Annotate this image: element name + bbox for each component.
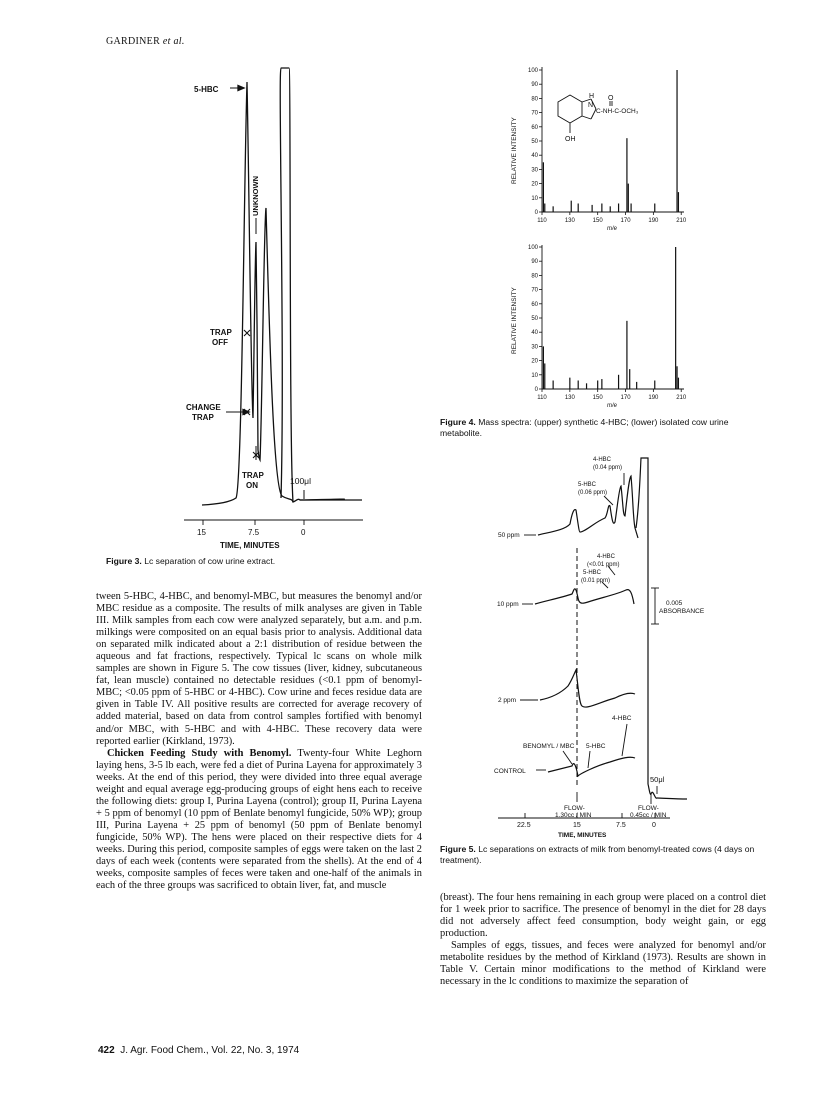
fig3-caption-label: Figure 3. [106,556,142,566]
journal-citation: J. Agr. Food Chem., Vol. 22, No. 3, 1974 [120,1045,300,1056]
fig3-trap-on-1: TRAP [242,471,264,480]
fig5-label-2ppm: 2 ppm [498,697,517,704]
fig5-label-ctrl-5hbc: 5-HBC [586,743,606,750]
fig3-change-trap-2: TRAP [192,413,214,422]
struct-h: H [589,93,595,100]
fig5-50-4hbc-1: 4-HBC [593,457,612,463]
fig5-label-benomyl: BENOMYL / MBC [523,743,575,750]
fig5-caption-label: Figure 5. [440,844,476,854]
fig4-xlabel-lower: m/e [607,403,618,409]
fig4-xtick-label: 170 [620,395,631,401]
fig4-xtick-label: 170 [620,218,631,224]
fig5-trace-control [548,757,635,776]
fig3-tick-2: 0 [301,528,306,537]
fig5-xlabel: TIME, MINUTES [558,832,607,839]
fig3-change-trap-1: CHANGE [186,403,221,412]
fig3-tick-1: 7.5 [248,528,260,537]
page-footer [98,1045,299,1056]
fig5-tick-3: 0 [652,822,656,829]
fig4-ytick-label: 30 [531,344,538,351]
fig5-trace-2ppm [540,670,635,707]
fig3-unknown-label: UNKNOWN [251,176,260,216]
fig5-10-4hbc-1: 4-HBC [597,554,616,560]
left-paragraph-2 [96,748,422,893]
fig3-5hbc-label: 5-HBC [194,85,219,94]
fig4-ytick-label: 40 [531,153,538,160]
fig5-abs-2: ABSORBANCE [659,608,705,615]
figure-5-caption [440,844,770,865]
fig4-ytick-label: 0 [534,210,538,216]
fig4-ytick-label: 80 [531,96,538,103]
struct-oh: OH [565,136,576,143]
fig4-ytick-label: 50 [531,139,538,145]
right-paragraph-2: Samples of eggs, tissues, and feces were analyzed for benomyl and/or metabolite residues by the method of Kirkland (1973). Results are shown in Table V. Certain minor modifications to the method of Kirkland were necessary in the lc conditions to maximize the separation of [440,940,766,988]
fig4-caption-text: Mass spectra: (upper) synthetic 4-HBC; (lower) isolated cow urine metabolite. [440,417,729,438]
fig4-ytick-label: 100 [527,245,538,251]
fig4-xtick-label: 130 [564,395,575,401]
fig4-ytick-label: 60 [531,301,538,308]
fig5-trace-10ppm [535,589,634,604]
fig4-xtick-label: 210 [676,218,687,224]
struct-n: N [588,102,594,109]
fig4-ytick-label: 100 [527,68,538,74]
page-number: 422 [98,1045,115,1056]
fig4-ytick-label: 10 [531,195,538,202]
struct-chain: C-NH-C-OCH₃ [596,108,639,115]
fig5-abs-1: 0.005 [666,600,683,607]
fig4-xtick-label: 190 [648,395,659,401]
right-paragraph-1: (breast). The four hens remaining in each group were placed on a control diet for 1 week prior to sacrifice. The presence of benomyl in the diet for 28 days did not adversely affect feed consumption, body weight gain, or egg production. [440,892,766,940]
fig5-tick-0: 22.5 [517,822,531,829]
fig4-xtick-label: 190 [648,218,659,224]
fig5-10-5hbc-1: 5-HBC [583,570,602,576]
fig3-trap-on-2: ON [246,481,258,490]
fig4-ylabel-lower: RELATIVE INTENSITY [511,287,518,354]
fig5-label-50ppm: 50 ppm [498,532,520,539]
fig3-xlabel: TIME, MINUTES [220,541,280,550]
fig5-caption-text: Lc separations on extracts of milk from benomyl-treated cows (4 days on treatment). [440,844,755,865]
fig3-caption-text: Lc separation of cow urine extract. [144,556,276,566]
fig4-ytick-label: 20 [531,181,538,188]
figure-4-mass-spectra [500,62,700,414]
figure-5-chromatograms [490,448,780,840]
figure-4-caption [440,417,770,438]
running-head-etal: et al. [162,36,185,47]
fig4-xlabel-upper: m/e [607,226,618,232]
fig4-ytick-label: 80 [531,273,538,280]
fig3-injection-label: 100μl [290,476,311,486]
fig4-ytick-label: 70 [531,110,538,117]
fig4-ytick-label: 10 [531,372,538,379]
figure-3-caption [106,556,406,567]
fig4-xtick-label: 110 [537,395,547,401]
fig4-ytick-label: 50 [531,316,538,322]
fig4-caption-label: Figure 4. [440,417,476,427]
fig5-50-5hbc-2: (0.06 ppm) [578,490,608,496]
fig5-injection-label: 50μl [650,775,665,784]
fig5-tick-2: 7.5 [616,822,626,829]
fig5-50-4hbc-2: (0.04 ppm) [593,465,623,471]
figure-3-chromatogram [150,58,380,558]
left-column-text [96,591,422,892]
fig5-50-5hbc-1: 5-HBC [578,482,597,488]
chicken-study-heading: Chicken Feeding Study with Benomyl. [107,747,292,759]
fig4-ytick-label: 20 [531,358,538,365]
fig3-trap-off-1: TRAP [210,328,232,337]
running-head-author: GARDINER [106,36,161,47]
fig4-xtick-label: 150 [592,218,603,224]
fig5-flow1-1: FLOW- [564,805,585,812]
fig3-trap-off-2: OFF [212,338,228,347]
fig5-flow2-2: 0.45cc / MIN [630,812,667,819]
running-head [106,36,185,47]
fig5-10-5hbc-2: (0.01 ppm) [581,578,611,584]
fig4-xtick-label: 130 [564,218,575,224]
fig5-flow2-1: FLOW- [638,805,659,812]
struct-o: O [608,95,614,102]
fig4-ytick-label: 90 [531,259,538,266]
fig4-ytick-label: 70 [531,287,538,294]
left-paragraph-1: tween 5-HBC, 4-HBC, and benomyl-MBC, but measures the benomyl and/or MBC residue as a composite. The results of milk analyses are given in Table III. Milk samples from each cow were analyzed separately, but a.m. and p.m. milkings were composited on an equal basis prior to analysis. Additional data on separated milk indicated about a 2:1 distribution of residue between the aqueous and fat fractions, respectively. Typical lc scans on whole milk samples are shown in Figure 5. The cow tissues (liver, kidney, subcutaneous fat, lean muscle) contained no detectable residues (<0.1 ppm of benomyl-MBC; <0.05 ppm of 5-HBC or 4-HBC). Cow urine and feces residue data are given in Table IV. All positive results are corrected for average recovery of added material, based on data from control samples fortified with benomyl and/or MBC, with 5-HBC and with 4-HBC. These recovery data were reported earlier (Kirkland, 1973). [96,591,422,747]
right-column-text [440,892,766,988]
fig4-ytick-label: 0 [534,387,538,393]
fig5-label-ctrl-4hbc: 4-HBC [612,715,632,722]
fig5-main-trace [636,458,687,799]
fig5-10-4hbc-2: (<0.01 ppm) [587,562,620,568]
fig4-xtick-label: 150 [592,395,603,401]
fig5-label-10ppm: 10 ppm [497,601,519,608]
fig4-ytick-label: 60 [531,124,538,131]
fig4-xtick-label: 110 [537,218,547,224]
fig4-ytick-label: 40 [531,330,538,337]
fig5-tick-1: 15 [573,822,581,829]
fig5-label-control: CONTROL [494,768,526,775]
fig4-xtick-label: 210 [676,395,687,401]
fig4-ylabel-upper: RELATIVE INTENSITY [511,117,518,184]
chicken-study-text: Twenty-four White Leghorn laying hens, 3-5 lb each, were fed a diet of Purina Layena for approximately 3 weeks. At the end of this period, they were divided into three equal average weight and equal average egg-producing groups of eight hens each to receive the following diets: group I, Purina Layena (control); group II, Purina Layena + 5 ppm of benomyl (10 ppm of Benlate benomyl fungicide, 50% WP); group III, Purina Layena + 25 ppm of benomyl (50 ppm of Benlate benomyl fungicide, 50% WP). The hens were placed on their respective diets for 4 weeks. During this period, composite samples of eggs were taken on the last 2 days of each week (contents were separated from the shells). At the end of 4 weeks, composite samples of feces were taken and one-half of the animals in each of the three groups was sacrificed to obtain liver, fat, and muscle [96,747,422,892]
fig3-tick-0: 15 [197,528,206,537]
fig3-trace [202,82,344,505]
fig4-ytick-label: 30 [531,167,538,174]
fig4-ytick-label: 90 [531,82,538,89]
fig5-flow1-2: 1.30cc / MIN [555,812,592,819]
